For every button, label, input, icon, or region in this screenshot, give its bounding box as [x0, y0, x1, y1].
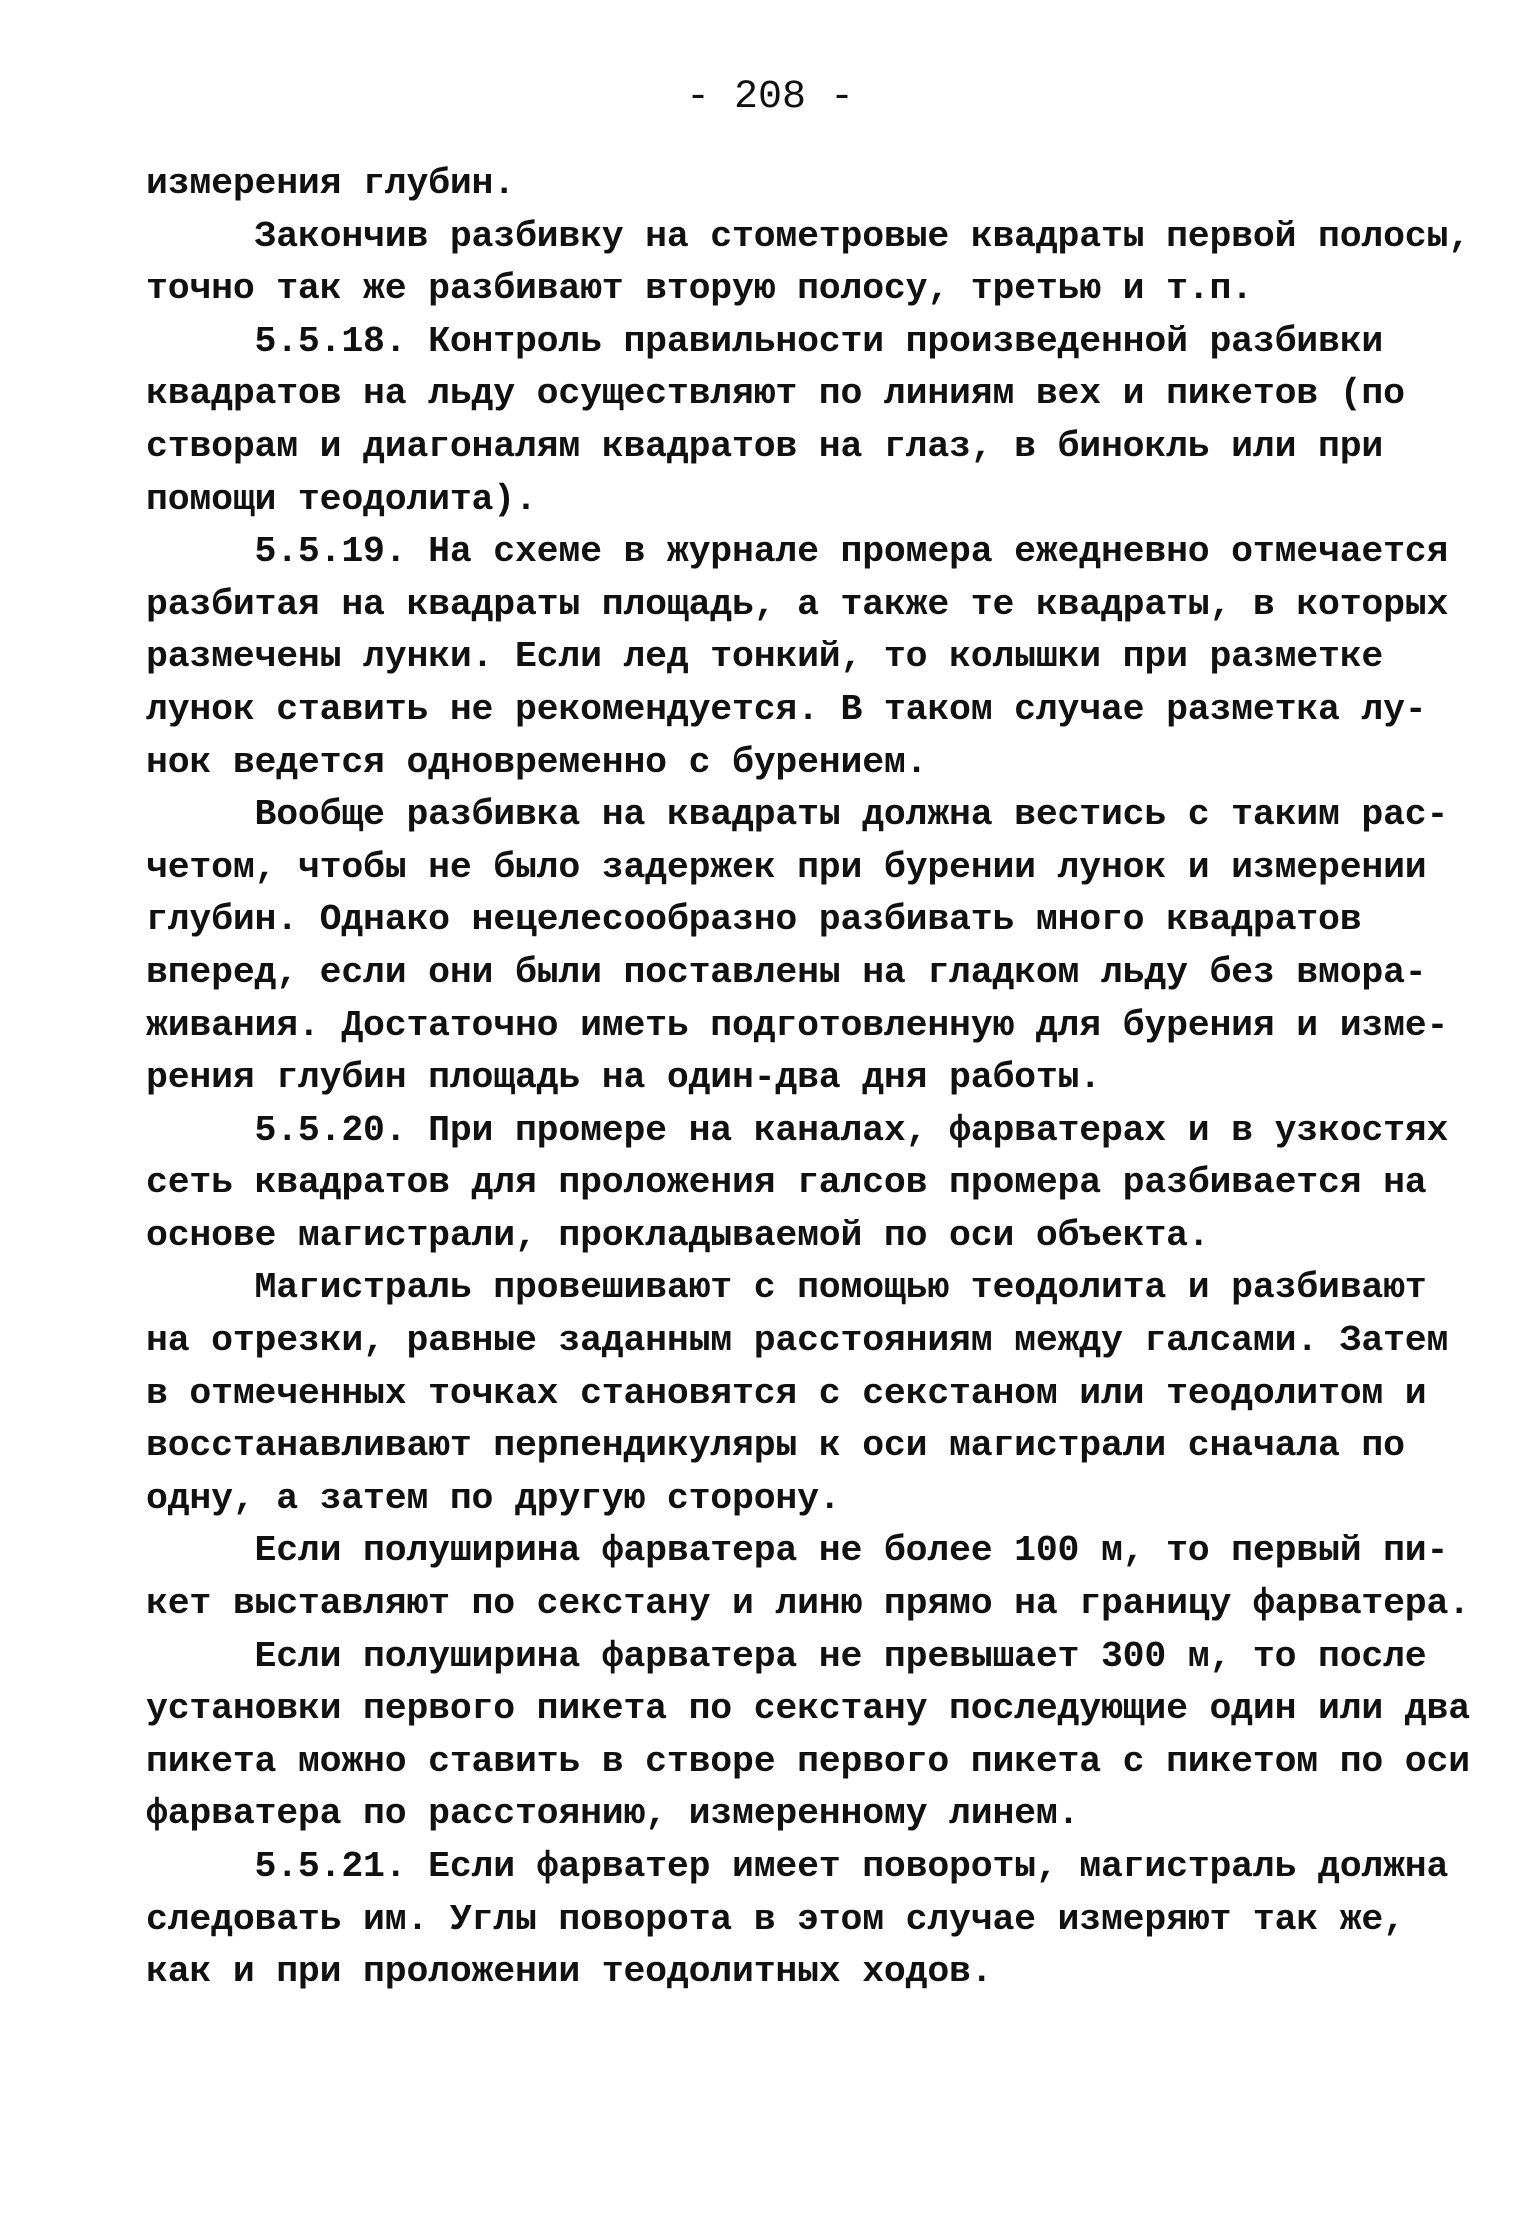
text-line: Магистраль провешивают с помощью теодолита и разбивают — [146, 1267, 1427, 1309]
text-line: 5.5.21. Если фарватер имеет повороты, магистраль должна — [146, 1846, 1449, 1887]
text-line: Если полуширина фарватера не более 100 м, то первый пи- — [146, 1530, 1449, 1572]
text-line: в отмеченных точках становятся с секстаном или теодолитом и — [146, 1372, 1427, 1414]
text-line: глубин. Однако нецелесообразно разбивать много квадратов — [146, 899, 1362, 941]
text-line: квадратов на льду осуществляют по линиям вех и пикетов (по — [146, 373, 1405, 415]
text-line: основе магистрали, прокладываемой по оси объекта. — [146, 1214, 1210, 1256]
text-line: на отрезки, равные заданным расстояниям между галсами. Затем — [146, 1320, 1449, 1362]
document-body — [146, 158, 1470, 1999]
text-line: кет выставляют по секстану и линю прямо на границу фарватера. — [146, 1583, 1470, 1625]
text-line: восстанавливают перпендикуляры к оси магистрали сначала по — [146, 1425, 1405, 1467]
text-line: живания. Достаточно иметь подготовленную для бурения и изме- — [146, 1004, 1449, 1046]
text-line: сеть квадратов для проложения галсов промера разбивается на — [146, 1162, 1427, 1204]
text-line: лунок ставить не рекомендуется. В таком случае разметка лу- — [146, 688, 1427, 730]
text-line: Закончив разбивку на стометровые квадраты первой полосы, — [146, 215, 1470, 257]
text-line: фарватера по расстоянию, измеренному линем. — [146, 1793, 1080, 1835]
text-line: рения глубин площадь на один-два дня работы. — [146, 1057, 1101, 1099]
text-line: точно так же разбивают вторую полосу, третью и т.п. — [146, 268, 1253, 310]
text-line: 5.5.20. При промере на каналах, фарватерах и в узкостях — [146, 1109, 1449, 1151]
page-number: - 208 - — [685, 75, 855, 120]
text-line: как и при проложении теодолитных ходов. — [146, 1951, 993, 1993]
text-line: Вообще разбивка на квадраты должна вестись с таким рас- — [146, 794, 1449, 836]
text-line: 5.5.18. Контроль правильности произведенной разбивки — [146, 320, 1384, 362]
text-line: Если полуширина фарватера не превышает 300 м, то после — [146, 1635, 1427, 1677]
text-line: нок ведется одновременно с бурением. — [146, 741, 928, 783]
text-line: помощи теодолита). — [146, 478, 537, 520]
text-line: установки первого пикета по секстану последующие один или два — [146, 1688, 1470, 1730]
text-line: разбитая на квадраты площадь, а также те квадраты, в которых — [146, 583, 1449, 625]
text-line: измерения глубин. — [146, 163, 515, 204]
text-line: четом, чтобы не было задержек при бурении лунок и измерении — [146, 846, 1427, 888]
text-line: вперед, если они были поставлены на гладком льду без вмора- — [146, 951, 1427, 993]
text-line: следовать им. Углы поворота в этом случае измеряют так же, — [146, 1898, 1405, 1940]
text-line: пикета можно ставить в створе первого пикета с пикетом по оси — [146, 1740, 1470, 1782]
text-line: створам и диагоналям квадратов на глаз, в бинокль или при — [146, 425, 1384, 467]
text-line: размечены лунки. Если лед тонкий, то колышки при разметке — [146, 636, 1384, 678]
text-line: 5.5.19. На схеме в журнале промера ежедневно отмечается — [146, 531, 1449, 573]
text-line: одну, а затем по другую сторону. — [146, 1477, 841, 1519]
